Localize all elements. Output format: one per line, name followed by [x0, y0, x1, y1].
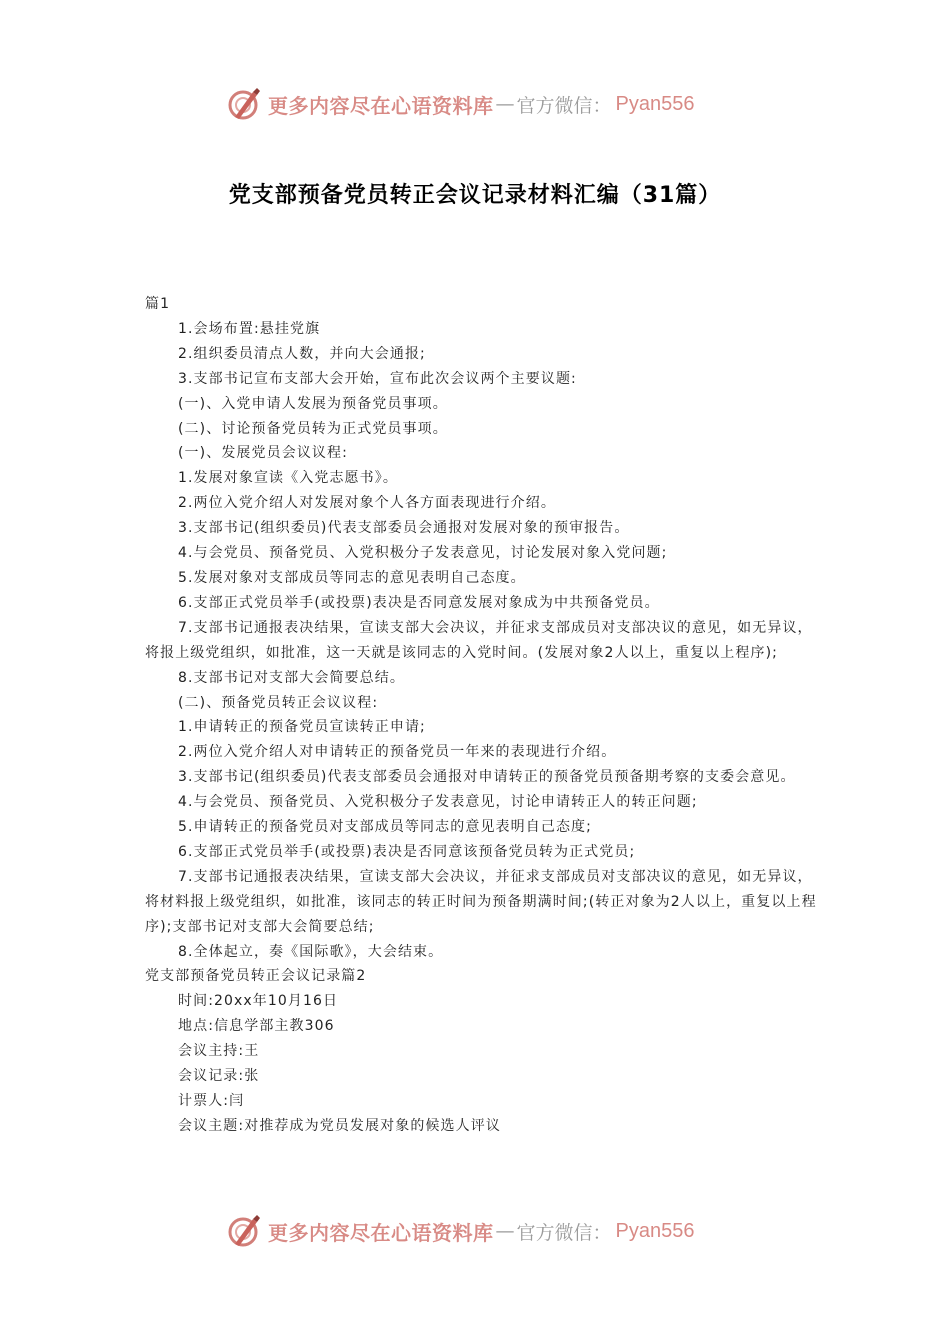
body-paragraph: 3.支部书记宣布支部大会开始，宣布此次会议两个主要议题: — [178, 370, 577, 387]
body-paragraph: 5.申请转正的预备党员对支部成员等同志的意见表明自己态度; — [178, 819, 592, 836]
watermark-wechat-id: Pyan556 — [615, 1219, 695, 1242]
body-paragraph: 7.支部书记通报表决结果，宣读支部大会决议，并征求支部成员对支部决议的意见，如无异议，将材料报上级党组织，如批准，该同志的转正时间为预备期满时间;(转正对象为2人以上，重复以上程序);支部书记对支部大会简要总结; — [145, 868, 817, 935]
body-paragraph: 6.支部正式党员举手(或投票)表决是否同意发展对象成为中共预备党员。 — [178, 594, 660, 611]
body-paragraph: (二)、讨论预备党员转为正式党员事项。 — [178, 420, 448, 437]
document-title: 党支部预备党员转正会议记录材料汇编（31篇） — [228, 183, 722, 208]
body-paragraph: 6.支部正式党员举手(或投票)表决是否同意该预备党员转为正式党员; — [178, 843, 636, 860]
body-paragraph: 8.支部书记对支部大会简要总结。 — [178, 669, 405, 686]
body-paragraph: 会议主题:对推荐成为党员发展对象的候选人评议 — [178, 1117, 501, 1134]
body-paragraph: 党支部预备党员转正会议记录篇2 — [145, 968, 367, 985]
body-paragraph: 会议记录:张 — [178, 1068, 260, 1085]
body-paragraph: 4.与会党员、预备党员、入党积极分子发表意见，讨论发展对象入党问题; — [178, 545, 668, 562]
document-body — [145, 292, 817, 1139]
body-paragraph: 3.支部书记(组织委员)代表支部委员会通报对申请转正的预备党员预备期考察的支委会意见。 — [178, 769, 796, 786]
body-paragraph: 1.申请转正的预备党员宣读转正申请; — [178, 719, 426, 736]
watermark-sub-text: 官方微信： — [516, 1221, 612, 1244]
body-paragraph: (一)、发展党员会议议程: — [178, 445, 348, 462]
body-paragraph: 计票人:闫 — [178, 1093, 245, 1109]
body-paragraph: 2.组织委员清点人数，并向大会通报; — [178, 345, 426, 362]
body-paragraph: 4.与会党员、预备党员、入党积极分子发表意见，讨论申请转正人的转正问题; — [178, 794, 698, 811]
body-paragraph: 地点:信息学部主教306 — [178, 1018, 335, 1035]
watermark-main-text: 更多内容尽在心语资料库 — [268, 93, 494, 118]
body-paragraph: 时间:20xx年10月16日 — [178, 993, 339, 1010]
watermark-sub-text: 官方微信： — [516, 94, 612, 117]
watermark-wechat-id: Pyan556 — [615, 92, 695, 115]
body-paragraph: 2.两位入党介绍人对申请转正的预备党员一年来的表现进行介绍。 — [178, 744, 617, 761]
body-paragraph: 8.全体起立，奏《国际歌》，大会结束。 — [178, 943, 444, 960]
body-paragraph: (二)、预备党员转正会议议程: — [178, 694, 379, 711]
body-paragraph: 2.两位入党介绍人对发展对象个人各方面表现进行介绍。 — [178, 495, 556, 512]
body-paragraph: (一)、入党申请人发展为预备党员事项。 — [178, 395, 448, 412]
body-paragraph: 5.发展对象对支部成员等同志的意见表明自己态度。 — [178, 569, 526, 586]
watermark-banner-top — [226, 84, 746, 124]
body-paragraph: 会议主持:王 — [178, 1043, 260, 1060]
body-paragraph: 3.支部书记(组织委员)代表支部委员会通报对发展对象的预审报告。 — [178, 520, 630, 537]
watermark-banner-bottom — [226, 1211, 746, 1251]
watermark-main-text: 更多内容尽在心语资料库 — [268, 1220, 494, 1245]
pen-swirl-logo-icon — [226, 86, 262, 122]
body-paragraph: 7.支部书记通报表决结果，宣读支部大会决议，并征求支部成员对支部决议的意见，如无异议，将报上级党组织，如批准，这一天就是该同志的入党时间。(发展对象2人以上，重复以上程序); — [145, 619, 813, 661]
pen-swirl-logo-icon — [226, 1213, 262, 1249]
body-paragraph: 1.发展对象宣读《入党志愿书》。 — [178, 470, 398, 487]
body-paragraph: 篇1 — [145, 296, 171, 312]
watermark-dash: — — [495, 1220, 515, 1242]
watermark-dash: — — [495, 93, 515, 115]
body-paragraph: 1.会场布置:悬挂党旗 — [178, 320, 321, 337]
